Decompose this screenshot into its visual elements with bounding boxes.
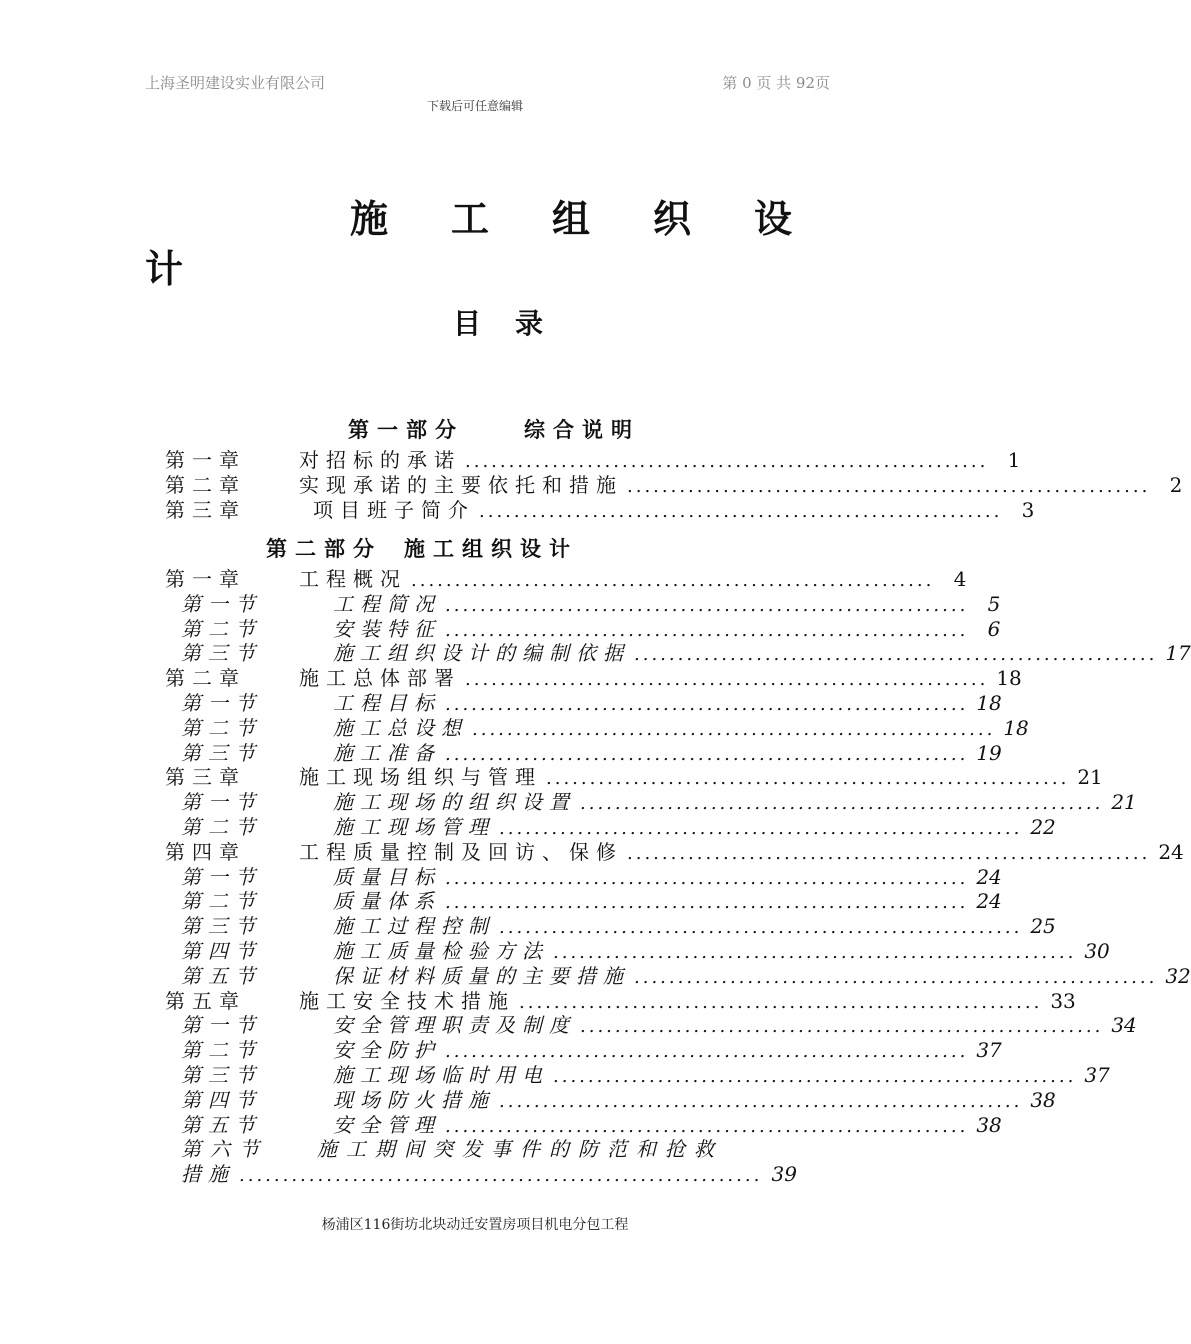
toc-entry-label: 第六节 <box>181 1137 268 1162</box>
toc-entry-page: 25 <box>1030 914 1056 939</box>
toc-section-entry <box>165 864 1002 890</box>
toc-entry-page: 37 <box>1084 1062 1110 1087</box>
toc-entry-label: 第一节 <box>181 690 262 715</box>
title-char: 工 <box>450 196 489 241</box>
toc-leader-dots: ............................................................ <box>546 768 1070 790</box>
toc-entry-label: 第二节 <box>181 715 262 740</box>
toc-chapter-entry <box>165 567 967 592</box>
toc-leader-dots: ............................................................ <box>239 1165 763 1187</box>
toc-entry-text: 质量体系 <box>333 889 441 914</box>
toc-section-entry <box>165 914 1056 939</box>
toc-entry-page: 32 <box>1165 963 1191 988</box>
toc-leader-dots: ............................................................ <box>553 941 1077 963</box>
toc-entry-label: 第四节 <box>181 1087 262 1112</box>
toc-leader-dots: ............................................................ <box>472 718 996 740</box>
header-company: 上海圣明建设实业有限公司 <box>145 74 326 92</box>
toc-section-entry <box>165 591 1001 617</box>
toc-section-entry <box>165 938 1110 964</box>
toc-entry-page: 1 <box>1007 448 1021 472</box>
toc-entry-text: 安全防护 <box>333 1038 441 1063</box>
toc-entry-page: 38 <box>1030 1087 1056 1112</box>
toc-entry-text: 工程概况 <box>299 567 407 591</box>
toc-leader-dots: ............................................................ <box>519 991 1043 1013</box>
toc-entry-page: 17 <box>1165 641 1191 666</box>
toc-chapter-entry <box>165 472 1183 498</box>
toc-entry-text: 施工期间突发事件的防范和抢救 <box>317 1137 723 1162</box>
toc-leader-dots: ............................................................ <box>499 1090 1023 1112</box>
toc-entry-page: 30 <box>1084 938 1110 963</box>
toc-entry-label: 第二节 <box>181 616 262 641</box>
toc-entry-text: 保证材料质量的主要措施 <box>333 963 630 988</box>
toc-entry-page: 39 <box>771 1162 797 1187</box>
part1-label: 第一部分 <box>348 417 464 442</box>
header-page-info: 第 0 页 共 92页 <box>722 74 830 92</box>
toc-entry-page: 38 <box>976 1112 1002 1137</box>
toc-entry-label: 第一章 <box>165 448 246 472</box>
toc-part1 <box>165 448 1183 522</box>
toc-leader-dots: ............................................................ <box>445 1041 969 1063</box>
toc-entry-page: 5 <box>987 591 1001 616</box>
toc-section-entry <box>165 790 1137 815</box>
toc-entry-label: 第二节 <box>181 1038 262 1063</box>
toc-entry-page: 2 <box>1169 472 1183 497</box>
toc-entry-text: 施工现场组织与管理 <box>299 765 542 790</box>
toc-entry-label: 第三节 <box>181 914 262 939</box>
toc-entry-text: 施工过程控制 <box>333 914 495 939</box>
toc-section-entry <box>165 963 1191 989</box>
toc-section-entry <box>165 1062 1110 1088</box>
toc-entry-label: 第一节 <box>181 591 262 616</box>
edit-note: 下载后可任意编辑 <box>426 99 523 113</box>
toc-entry-text: 工程目标 <box>333 690 441 715</box>
toc-section-entry <box>165 814 1056 840</box>
toc-entry-label: 第三节 <box>181 1062 262 1087</box>
toc-leader-dots: ............................................................ <box>499 917 1023 939</box>
toc-chapter-entry <box>165 839 1184 865</box>
toc-entry-label: 第三章 <box>165 765 246 790</box>
title-char: 组 <box>551 196 590 241</box>
footer-project: 杨浦区116街坊北块动迁安置房项目机电分包工程 <box>321 1217 629 1233</box>
toc-entry-label: 第二章 <box>165 472 246 497</box>
toc-entry-page: 24 <box>976 864 1002 889</box>
toc-entry-text: 对招标的承诺 <box>299 448 461 472</box>
toc-entry-page: 24 <box>1158 839 1184 864</box>
toc-section-entry <box>165 1038 1002 1063</box>
toc-leader-dots: ............................................................ <box>553 1065 1077 1087</box>
toc-entry-page: 3 <box>1021 497 1035 522</box>
toc-entry-label: 第五节 <box>181 1112 262 1137</box>
toc-entry-text: 施工安全技术措施 <box>299 988 515 1013</box>
toc-entry-page: 21 <box>1111 790 1137 815</box>
part1-heading <box>348 414 640 444</box>
toc-leader-dots: ............................................................ <box>445 619 969 641</box>
toc-chapter-entry <box>165 497 1035 523</box>
toc-part2 <box>165 567 1191 1187</box>
toc-leader-dots: ............................................................ <box>445 1115 969 1137</box>
toc-entry-text: 施工现场管理 <box>333 814 495 839</box>
toc-entry-page: 21 <box>1077 765 1103 790</box>
toc-entry-text: 施工质量检验方法 <box>333 938 549 963</box>
toc-leader-dots: ............................................................ <box>627 475 1151 497</box>
toc-section-entry <box>165 641 1191 666</box>
toc-entry-text: 施工现场的组织设置 <box>333 790 576 815</box>
toc-entry-text: 现场防火措施 <box>333 1087 495 1112</box>
part2-name: 施工组织设计 <box>404 536 578 561</box>
part2-heading <box>266 533 578 563</box>
toc-entry-text: 实现承诺的主要依托和措施 <box>299 472 623 497</box>
toc-entry-text: 质量目标 <box>333 864 441 889</box>
toc-section-entry-wrapped <box>165 1137 797 1162</box>
toc-entry-label: 第三节 <box>181 641 262 666</box>
toc-entry-text: 安全管理职责及制度 <box>333 1013 576 1038</box>
toc-entry-label: 第三章 <box>165 497 246 522</box>
toc-chapter-entry <box>165 666 1022 691</box>
toc-section-entry <box>165 1013 1137 1038</box>
toc-entry-label: 第五章 <box>165 988 246 1013</box>
toc-leader-dots: ............................................................ <box>479 500 1003 522</box>
toc-entry-page: 24 <box>976 889 1002 914</box>
toc-entry-text: 项目班子简介 <box>313 497 475 522</box>
part2-label: 第二部分 <box>266 536 382 561</box>
toc-entry-label: 第五节 <box>181 963 262 988</box>
toc-section-entry <box>165 740 1002 766</box>
toc-entry-text: 安装特征 <box>333 616 441 641</box>
toc-entry-text: 施工组织设计的编制依据 <box>333 641 630 666</box>
toc-entry-page: 22 <box>1030 814 1056 839</box>
toc-section-entry <box>165 1087 1056 1113</box>
toc-section-entry <box>165 690 1002 716</box>
toc-entry-label: 第一节 <box>181 864 262 889</box>
toc-section-entry <box>165 889 1002 914</box>
toc-leader-dots: ............................................................ <box>580 793 1104 815</box>
toc-entry-label: 第四章 <box>165 839 246 864</box>
toc-entry-page: 6 <box>987 616 1001 641</box>
toc-entry-label: 第二节 <box>181 889 262 914</box>
toc-leader-dots: ............................................................ <box>499 817 1023 839</box>
toc-entry-text: 施工现场临时用电 <box>333 1062 549 1087</box>
toc-leader-dots: ............................................................ <box>445 867 969 889</box>
toc-entry-page: 4 <box>953 567 967 591</box>
toc-entry-label: 第一节 <box>181 790 262 815</box>
toc-chapter-entry <box>165 988 1076 1014</box>
toc-entry-text: 工程简况 <box>333 591 441 616</box>
toc-leader-dots: ............................................................ <box>580 1016 1104 1038</box>
toc-entry-page: 18 <box>976 690 1002 715</box>
part1-name: 综合说明 <box>524 417 640 442</box>
toc-leader-dots: ............................................................ <box>465 669 989 691</box>
toc-entry-page: 34 <box>1111 1013 1137 1038</box>
toc-chapter-entry <box>165 448 1021 473</box>
toc-section-entry <box>165 715 1029 741</box>
toc-entry-label: 第二节 <box>181 814 262 839</box>
toc-entry-label: 第一章 <box>165 567 246 591</box>
toc-entry-label: 第一节 <box>181 1013 262 1038</box>
title-char: 织 <box>652 196 691 241</box>
toc-entry-page: 19 <box>976 740 1002 765</box>
toc-entry-text: 施工总设想 <box>333 715 468 740</box>
document-title-line1 <box>350 188 792 243</box>
toc-entry-text: 施工总体部署 <box>299 666 461 691</box>
toc-entry-label: 第四节 <box>181 938 262 963</box>
toc-leader-dots: ............................................................ <box>411 570 935 591</box>
toc-entry-text: 安全管理 <box>333 1112 441 1137</box>
toc-leader-dots: ............................................................ <box>445 743 969 765</box>
toc-leader-dots: ............................................................ <box>445 693 969 715</box>
document-title-line2: 计 <box>145 246 184 291</box>
toc-entry-page: 33 <box>1050 988 1076 1013</box>
toc-entry-label: 第三节 <box>181 740 262 765</box>
title-char: 设 <box>753 196 792 241</box>
toc-entry-text: 施工准备 <box>333 740 441 765</box>
toc-leader-dots: ............................................................ <box>465 451 989 472</box>
toc-entry-page: 37 <box>976 1038 1002 1063</box>
toc-entry-text-cont: 措施 <box>181 1162 235 1187</box>
toc-heading: 目录 <box>453 307 578 340</box>
toc-leader-dots: ............................................................ <box>634 966 1158 988</box>
title-char: 施 <box>350 196 389 241</box>
toc-entry-text: 工程质量控制及回访、保修 <box>299 839 623 864</box>
toc-entry-page: 18 <box>996 666 1022 691</box>
toc-section-entry <box>165 1112 1002 1138</box>
toc-leader-dots: ............................................................ <box>445 594 969 616</box>
toc-entry-page: 18 <box>1003 715 1029 740</box>
toc-chapter-entry <box>165 765 1103 790</box>
toc-leader-dots: ............................................................ <box>634 644 1158 666</box>
toc-leader-dots: ............................................................ <box>627 842 1151 864</box>
toc-section-entry <box>165 616 1001 642</box>
toc-section-entry <box>165 1162 797 1187</box>
toc-entry-label: 第二章 <box>165 666 246 691</box>
toc-leader-dots: ............................................................ <box>445 892 969 914</box>
